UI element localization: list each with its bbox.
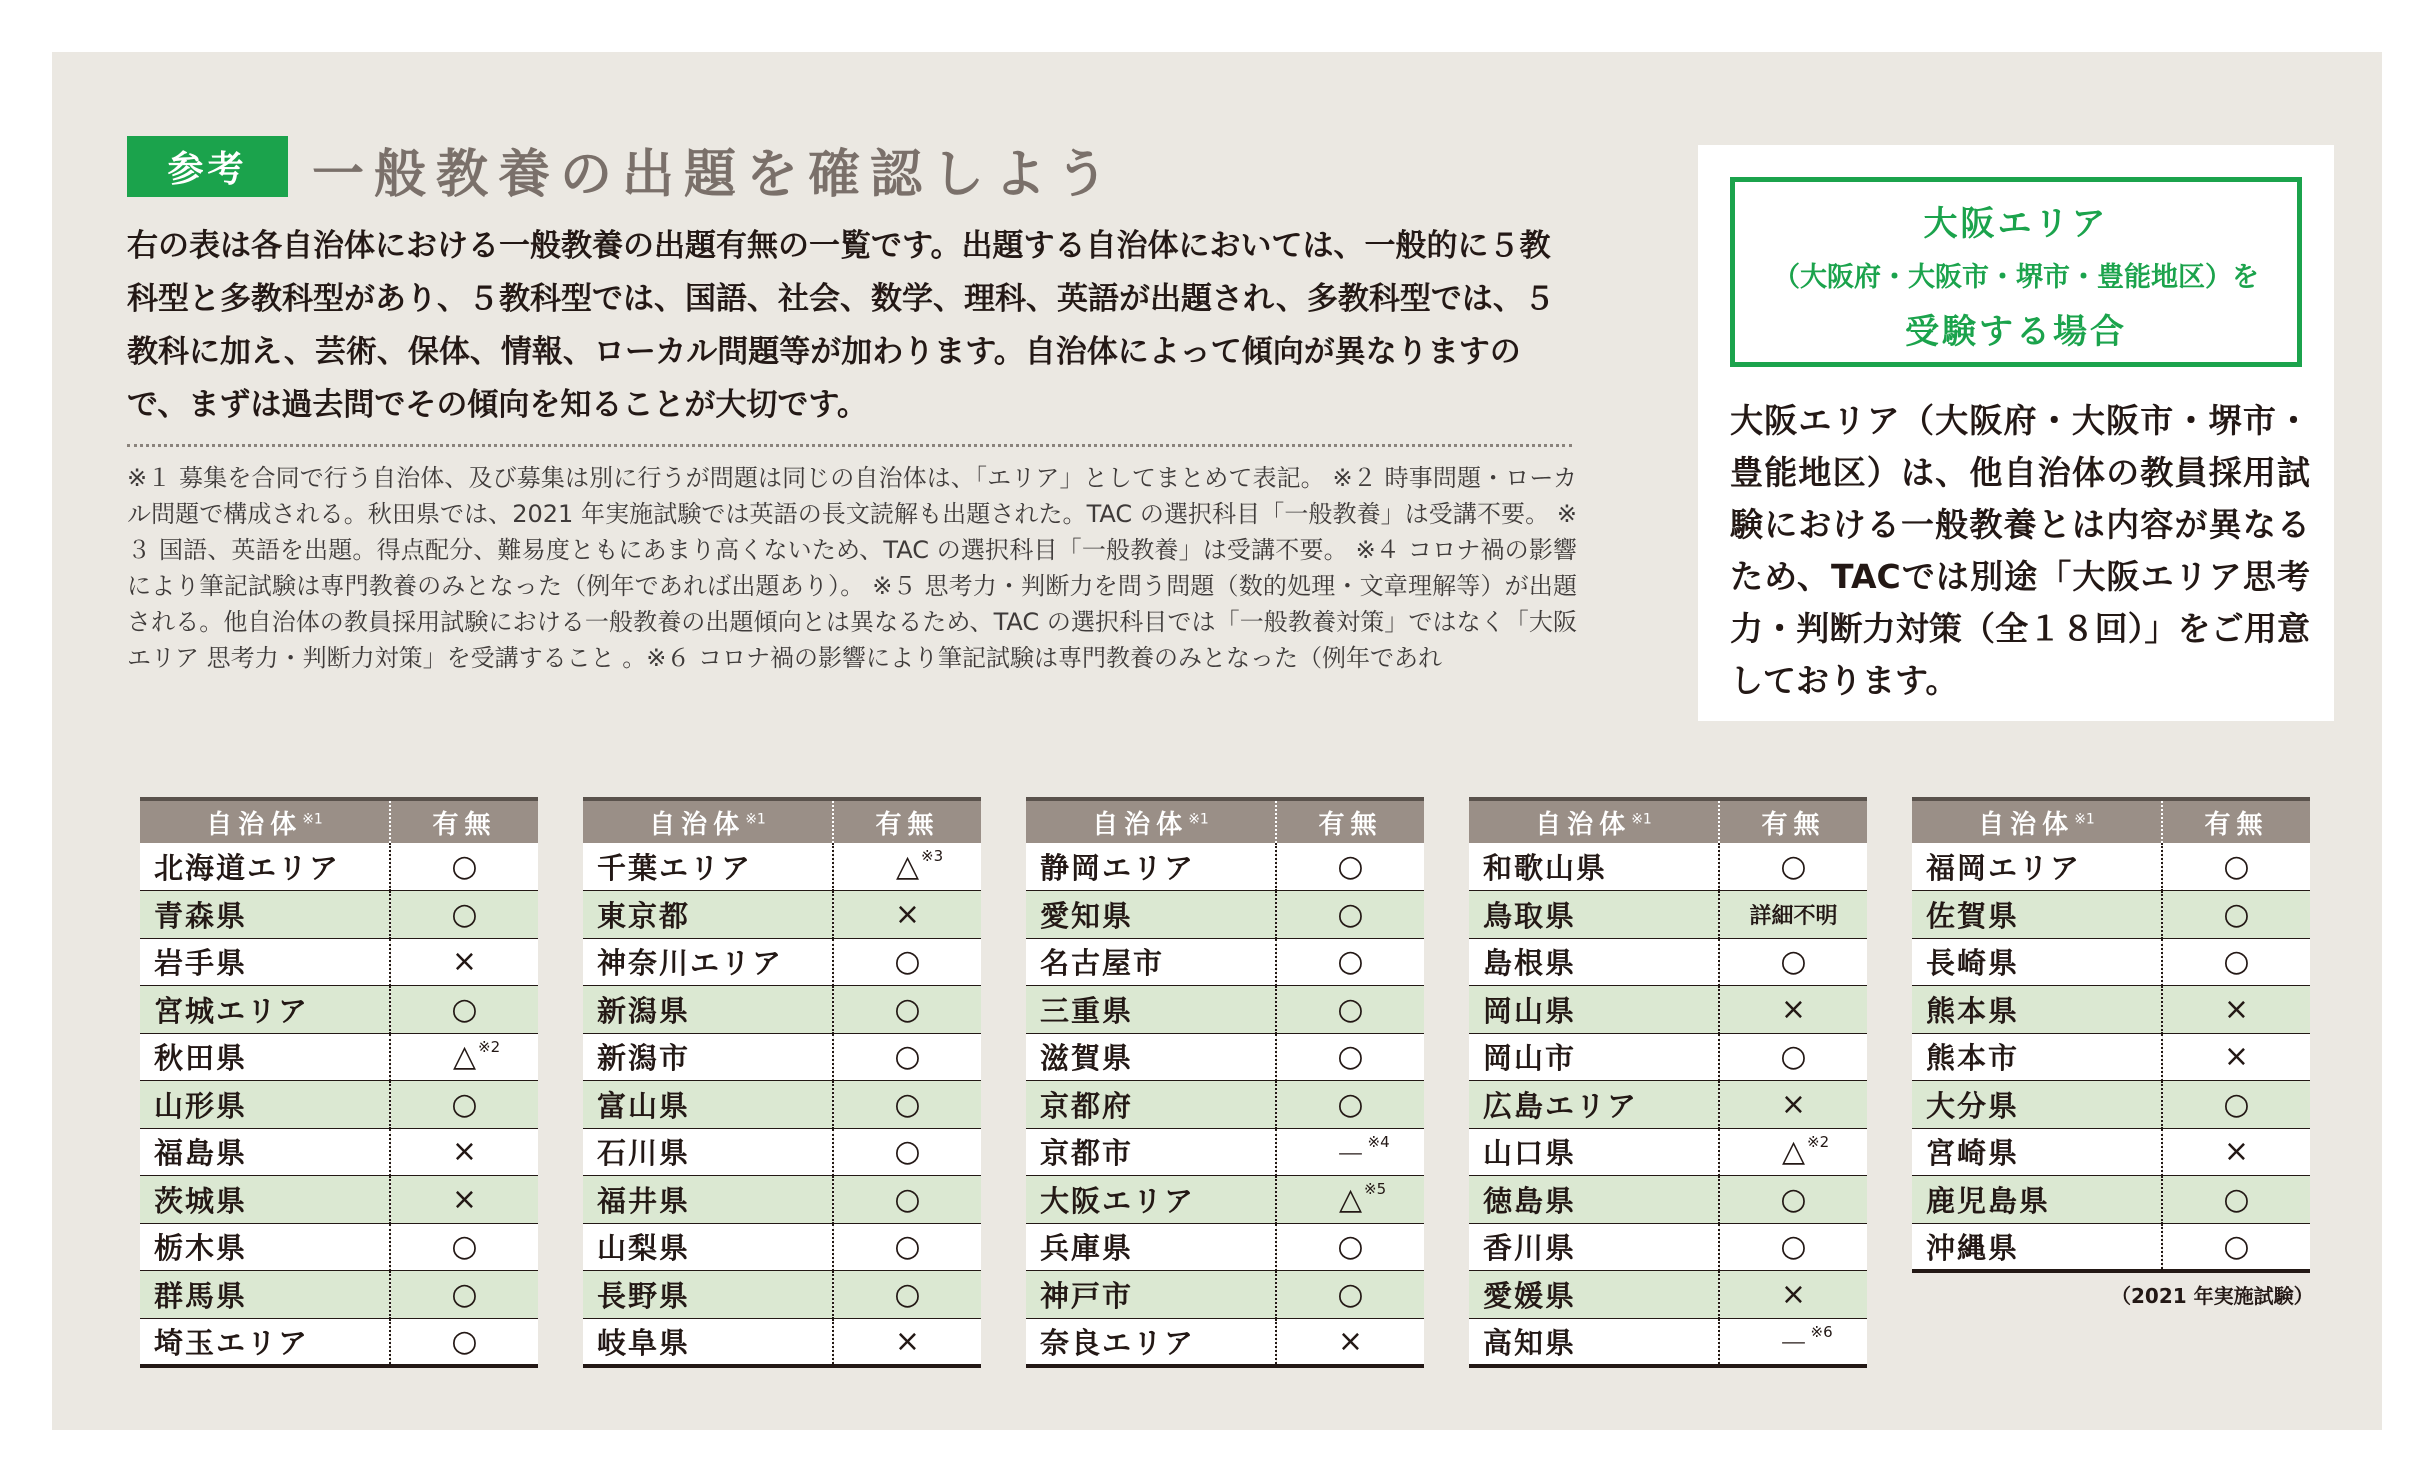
municipality-name: 宮崎県 [1912, 1128, 2162, 1176]
availability-mark: － [1778, 1327, 1809, 1362]
table-row [583, 1318, 981, 1366]
availability-cell [390, 1223, 538, 1271]
table-row [1026, 1081, 1424, 1129]
table-row [1469, 938, 1867, 986]
municipality-name: 神戸市 [1026, 1271, 1276, 1319]
availability-mark: × [894, 896, 921, 932]
availability-mark: ○ [1337, 991, 1364, 1027]
availability-mark: △ [895, 849, 920, 884]
header-municipality [1912, 799, 2162, 843]
municipality-name: 石川県 [583, 1128, 833, 1176]
availability-cell [2162, 891, 2310, 939]
municipality-table [140, 797, 538, 1368]
table-row [1026, 1033, 1424, 1081]
table-row [140, 1223, 538, 1271]
municipality-table [1912, 797, 2310, 1273]
osaka-subtitle: （大阪府・大阪市・堺市・豊能地区）を [1773, 262, 2259, 293]
table-row [1469, 986, 1867, 1034]
municipality-name: 鳥取県 [1469, 891, 1719, 939]
availability-cell [1719, 1271, 1867, 1319]
availability-mark: △ [1781, 1134, 1806, 1170]
availability-mark: ○ [894, 1039, 921, 1075]
availability-cell [390, 1271, 538, 1319]
municipality-name: 兵庫県 [1026, 1223, 1276, 1271]
availability-mark: ○ [451, 1276, 478, 1312]
availability-mark: ○ [1337, 849, 1364, 884]
table-row [1912, 986, 2310, 1034]
availability-cell [390, 1081, 538, 1129]
table-row [140, 1128, 538, 1176]
table-row [583, 1033, 981, 1081]
availability-mark: ○ [1337, 1086, 1364, 1122]
availability-mark: × [1780, 1276, 1807, 1312]
availability-mark: × [2223, 1039, 2250, 1075]
availability-mark: ○ [451, 1229, 478, 1265]
availability-mark: ○ [451, 991, 478, 1027]
availability-mark: × [1337, 1323, 1364, 1359]
availability-mark: ○ [894, 991, 921, 1027]
footnote-ref: ※2 [478, 1037, 501, 1056]
availability-mark: ○ [2223, 1228, 2250, 1264]
table-header-row [1469, 799, 1867, 843]
availability-mark: ○ [2223, 944, 2250, 980]
availability-cell [833, 1128, 981, 1176]
dotted-divider [127, 444, 1572, 447]
table-row [1469, 891, 1867, 939]
availability-mark: × [451, 1181, 478, 1217]
table-row [1469, 1128, 1867, 1176]
availability-cell [390, 843, 538, 891]
municipality-name: 岩手県 [140, 938, 390, 986]
table-row [583, 1176, 981, 1224]
table-row [1912, 843, 2310, 891]
municipality-name: 広島エリア [1469, 1081, 1719, 1129]
municipality-name: 東京都 [583, 891, 833, 939]
header-municipality-label: 自治体 [206, 809, 303, 840]
availability-cell [2162, 986, 2310, 1034]
municipality-name: 宮城エリア [140, 986, 390, 1034]
table-row [583, 938, 981, 986]
availability-cell [390, 938, 538, 986]
availability-cell [833, 938, 981, 986]
availability-cell [1276, 1033, 1424, 1081]
header-note-mark: ※1 [745, 810, 766, 827]
header-note-mark: ※1 [1188, 810, 1209, 827]
municipality-name: 高知県 [1469, 1318, 1719, 1366]
municipality-name: 山形県 [140, 1081, 390, 1129]
availability-cell [1719, 1223, 1867, 1271]
header-note-mark: ※1 [2074, 810, 2095, 827]
table-row [583, 1271, 981, 1319]
table-header-row [1912, 799, 2310, 843]
availability-mark: ○ [894, 1229, 921, 1265]
availability-cell [1276, 1271, 1424, 1319]
municipality-name: 岡山県 [1469, 986, 1719, 1034]
availability-cell [1719, 938, 1867, 986]
availability-mark: ○ [1337, 944, 1364, 980]
availability-cell [1276, 843, 1424, 891]
osaka-title-frame [1730, 177, 2302, 367]
availability-cell [833, 843, 981, 891]
table-row [1912, 1033, 2310, 1081]
municipality-name: 新潟市 [583, 1033, 833, 1081]
municipality-name: 鹿児島県 [1912, 1176, 2162, 1224]
municipality-name: 山梨県 [583, 1223, 833, 1271]
availability-mark: × [451, 1134, 478, 1170]
table-row [1469, 1318, 1867, 1366]
availability-cell [1719, 891, 1867, 939]
availability-mark: △ [452, 1039, 477, 1075]
availability-cell [390, 891, 538, 939]
municipality-name: 香川県 [1469, 1223, 1719, 1271]
table-row [140, 1033, 538, 1081]
table-row [1026, 1318, 1424, 1366]
table-row [1026, 1271, 1424, 1319]
municipality-name: 埼玉エリア [140, 1318, 390, 1366]
availability-mark: ○ [451, 1323, 478, 1359]
municipality-name: 熊本県 [1912, 986, 2162, 1034]
municipality-table [1026, 797, 1424, 1368]
table-header-row [140, 799, 538, 843]
availability-cell [1719, 1081, 1867, 1129]
availability-mark: ○ [2223, 849, 2250, 884]
header-note-mark: ※1 [302, 810, 323, 827]
osaka-info-box [1698, 145, 2334, 721]
municipality-name: 熊本市 [1912, 1033, 2162, 1081]
availability-mark: × [1780, 991, 1807, 1027]
municipality-name: 岡山市 [1469, 1033, 1719, 1081]
availability-cell [1276, 1176, 1424, 1224]
municipality-name: 福岡エリア [1912, 843, 2162, 891]
table-row [1026, 1223, 1424, 1271]
municipality-name: 長崎県 [1912, 938, 2162, 986]
availability-cell [390, 1176, 538, 1224]
availability-cell [833, 1223, 981, 1271]
exam-year-note: （2021 年実施試験） [2111, 1284, 2314, 1308]
table-row [140, 843, 538, 891]
municipality-name: 新潟県 [583, 986, 833, 1034]
availability-mark: ○ [1780, 1229, 1807, 1265]
availability-cell [1719, 843, 1867, 891]
table-header-row [1026, 799, 1424, 843]
table-row [1469, 1081, 1867, 1129]
table-row [1026, 891, 1424, 939]
footnote-ref: ※4 [1367, 1132, 1390, 1151]
municipality-name: 神奈川エリア [583, 938, 833, 986]
header-municipality [140, 799, 390, 843]
availability-mark: × [451, 944, 478, 980]
table-row [1026, 1176, 1424, 1224]
table-row [1912, 891, 2310, 939]
availability-mark: △ [1338, 1181, 1363, 1217]
municipality-name: 滋賀県 [1026, 1033, 1276, 1081]
table-row [1026, 843, 1424, 891]
table-row [140, 1081, 538, 1129]
municipality-name: 富山県 [583, 1081, 833, 1129]
municipality-name: 茨城県 [140, 1176, 390, 1224]
municipality-name: 長野県 [583, 1271, 833, 1319]
table-row [583, 1223, 981, 1271]
availability-cell [833, 1033, 981, 1081]
availability-mark: ○ [894, 1181, 921, 1217]
table-row [1026, 1128, 1424, 1176]
header-availability: 有無 [1719, 799, 1867, 843]
footnote-ref: ※5 [1364, 1180, 1387, 1198]
availability-cell [2162, 1128, 2310, 1176]
municipality-name: 秋田県 [140, 1033, 390, 1081]
availability-mark: × [1780, 1086, 1807, 1122]
table-row [583, 1081, 981, 1129]
municipality-name: 徳島県 [1469, 1176, 1719, 1224]
availability-mark: ○ [2223, 896, 2250, 932]
table-row [1912, 1081, 2310, 1129]
availability-mark: ○ [1337, 1039, 1364, 1075]
header-availability: 有無 [1276, 799, 1424, 843]
municipality-name: 名古屋市 [1026, 938, 1276, 986]
availability-mark: × [2223, 991, 2250, 1027]
availability-cell [1276, 1318, 1424, 1366]
availability-cell [2162, 1176, 2310, 1224]
availability-cell [2162, 1033, 2310, 1081]
municipality-name: 愛知県 [1026, 891, 1276, 939]
municipality-name: 福島県 [140, 1128, 390, 1176]
header-municipality [1469, 799, 1719, 843]
availability-mark: ○ [1780, 849, 1807, 884]
table-header-row [583, 799, 981, 843]
availability-mark: 詳細不明 [1749, 903, 1838, 929]
header-municipality-label: 自治体 [649, 809, 746, 840]
header-availability: 有無 [833, 799, 981, 843]
table-row [1469, 1223, 1867, 1271]
availability-cell [833, 1271, 981, 1319]
municipality-name: 三重県 [1026, 986, 1276, 1034]
availability-mark: ○ [451, 1086, 478, 1122]
table-row [140, 986, 538, 1034]
table-row [1912, 1176, 2310, 1224]
header-municipality [583, 799, 833, 843]
availability-mark: ○ [1337, 1276, 1364, 1312]
reference-badge: 参考 [127, 136, 288, 197]
municipality-name: 北海道エリア [140, 843, 390, 891]
header-municipality [1026, 799, 1276, 843]
header-municipality-label: 自治体 [1978, 809, 2075, 840]
availability-cell [2162, 1223, 2310, 1271]
municipality-name: 佐賀県 [1912, 891, 2162, 939]
municipality-name: 山口県 [1469, 1128, 1719, 1176]
availability-cell [2162, 843, 2310, 891]
municipality-name: 青森県 [140, 891, 390, 939]
osaka-body: 大阪エリア（大阪府・大阪市・堺市・豊能地区）は、他自治体の教員採用試験における一般教養とは内容が異なるため、TACでは別途「大阪エリア思考力・判断力対策（全１８回）」をご用意しております。 [1730, 401, 2310, 700]
availability-mark: ○ [451, 896, 478, 932]
osaka-title: 大阪エリア [1923, 204, 2109, 244]
municipality-name: 静岡エリア [1026, 843, 1276, 891]
availability-cell [1719, 1176, 1867, 1224]
availability-cell [390, 986, 538, 1034]
availability-cell [1276, 938, 1424, 986]
municipality-name: 和歌山県 [1469, 843, 1719, 891]
availability-mark: ○ [894, 1086, 921, 1122]
municipality-table [583, 797, 981, 1368]
municipality-name: 沖縄県 [1912, 1223, 2162, 1271]
table-row [1912, 1223, 2310, 1271]
table-row [140, 1318, 538, 1366]
availability-cell [833, 1318, 981, 1366]
municipality-name: 福井県 [583, 1176, 833, 1224]
municipality-name: 島根県 [1469, 938, 1719, 986]
footnotes-text: ※１ 募集を合同で行う自治体、及び募集は別に行うが問題は同じの自治体は、「エリア」としてまとめて表記。 ※２ 時事問題・ローカル問題で構成される。秋田県では、2021 年実施試験では英語の長文読解も出題された。TAC の選択科目「一般教養」は受講不要。 ※３ 国語、英語を出題。得点配分、難易度ともにあまり高くないため、TAC の選択科目「一般教養」は受講不要。 ※４ コロナ禍の影響により筆記試験は専門教養のみとなった（例年であれば出題あり）。 ※５ 思考力・判断力を問う問題（数的処理・文章理解等）が出題される。他自治体の教員採用試験における一般教養の出題傾向とは異なるため、TAC の選択科目では「一般教養対策」ではなく「大阪エリア 思考力・判断力対策」を受講すること 。※６ コロナ禍の影響により筆記試験は専門教養のみとなった（例年であれ [127, 464, 1577, 672]
availability-cell [833, 891, 981, 939]
table-row [1469, 843, 1867, 891]
availability-cell [833, 1081, 981, 1129]
availability-mark: ○ [1337, 896, 1364, 932]
table-row [140, 938, 538, 986]
availability-mark: ○ [2223, 1086, 2250, 1122]
table-row [1912, 938, 2310, 986]
table-row [1469, 1033, 1867, 1081]
availability-mark: × [2223, 1134, 2250, 1170]
municipality-name: 岐阜県 [583, 1318, 833, 1366]
availability-cell [833, 986, 981, 1034]
availability-mark: － [1335, 1137, 1366, 1173]
availability-mark: ○ [894, 1134, 921, 1170]
availability-cell [833, 1176, 981, 1224]
table-row [140, 891, 538, 939]
availability-mark: ○ [1780, 1181, 1807, 1217]
availability-cell [2162, 938, 2310, 986]
table-row [1469, 1176, 1867, 1224]
page-title: 一般教養の出題を確認しよう [312, 145, 1119, 205]
table-row [1469, 1271, 1867, 1319]
table-row [1026, 938, 1424, 986]
header-availability: 有無 [390, 799, 538, 843]
availability-mark: ○ [894, 944, 921, 980]
table-row [140, 1271, 538, 1319]
availability-cell [1276, 1128, 1424, 1176]
availability-cell [1276, 891, 1424, 939]
municipality-name: 愛媛県 [1469, 1271, 1719, 1319]
availability-mark: ○ [1337, 1229, 1364, 1265]
content-panel [52, 52, 2382, 1430]
availability-cell [2162, 1081, 2310, 1129]
header-note-mark: ※1 [1631, 810, 1652, 827]
availability-cell [390, 1318, 538, 1366]
municipality-name: 千葉エリア [583, 843, 833, 891]
footnote-ref: ※3 [921, 847, 944, 865]
table-row [583, 986, 981, 1034]
availability-mark: ○ [2223, 1181, 2250, 1217]
municipality-name: 栃木県 [140, 1223, 390, 1271]
municipality-table [1469, 797, 1867, 1368]
availability-cell [390, 1033, 538, 1081]
availability-mark: ○ [1780, 1039, 1807, 1075]
availability-mark: ○ [894, 1276, 921, 1312]
municipality-name: 奈良エリア [1026, 1318, 1276, 1366]
municipality-name: 群馬県 [140, 1271, 390, 1319]
osaka-title-line2: 受験する場合 [1905, 312, 2127, 352]
table-row [583, 843, 981, 891]
table-row [583, 1128, 981, 1176]
availability-mark: ○ [1780, 944, 1807, 980]
footnote-ref: ※2 [1807, 1132, 1830, 1151]
table-row [1912, 1128, 2310, 1176]
header-availability: 有無 [2162, 799, 2310, 843]
availability-mark: × [894, 1323, 921, 1359]
municipality-name: 大分県 [1912, 1081, 2162, 1129]
municipality-name: 京都市 [1026, 1128, 1276, 1176]
availability-cell [1719, 1128, 1867, 1176]
availability-cell [1276, 1223, 1424, 1271]
availability-cell [1719, 986, 1867, 1034]
table-row [583, 891, 981, 939]
availability-cell [1719, 1033, 1867, 1081]
availability-cell [390, 1128, 538, 1176]
municipality-name: 大阪エリア [1026, 1176, 1276, 1224]
header-municipality-label: 自治体 [1535, 809, 1632, 840]
footnote-ref: ※6 [1810, 1322, 1833, 1341]
availability-cell [1276, 986, 1424, 1034]
intro-text: 右の表は各自治体における一般教養の出題有無の一覧です。出題する自治体においては、一般的に５教科型と多教科型があり、５教科型では、国語、社会、数学、理科、英語が出題され、多教科型では、５教科に加え、芸術、保体、情報、ローカル問題等が加わります。自治体によって傾向が異なりますので、まずは過去問でその傾向を知ることが大切です。 [127, 228, 1555, 423]
availability-cell [1276, 1081, 1424, 1129]
header-municipality-label: 自治体 [1092, 809, 1189, 840]
availability-cell [1719, 1318, 1867, 1366]
table-row [140, 1176, 538, 1224]
municipality-name: 京都府 [1026, 1081, 1276, 1129]
table-row [1026, 986, 1424, 1034]
availability-mark: ○ [451, 849, 478, 884]
